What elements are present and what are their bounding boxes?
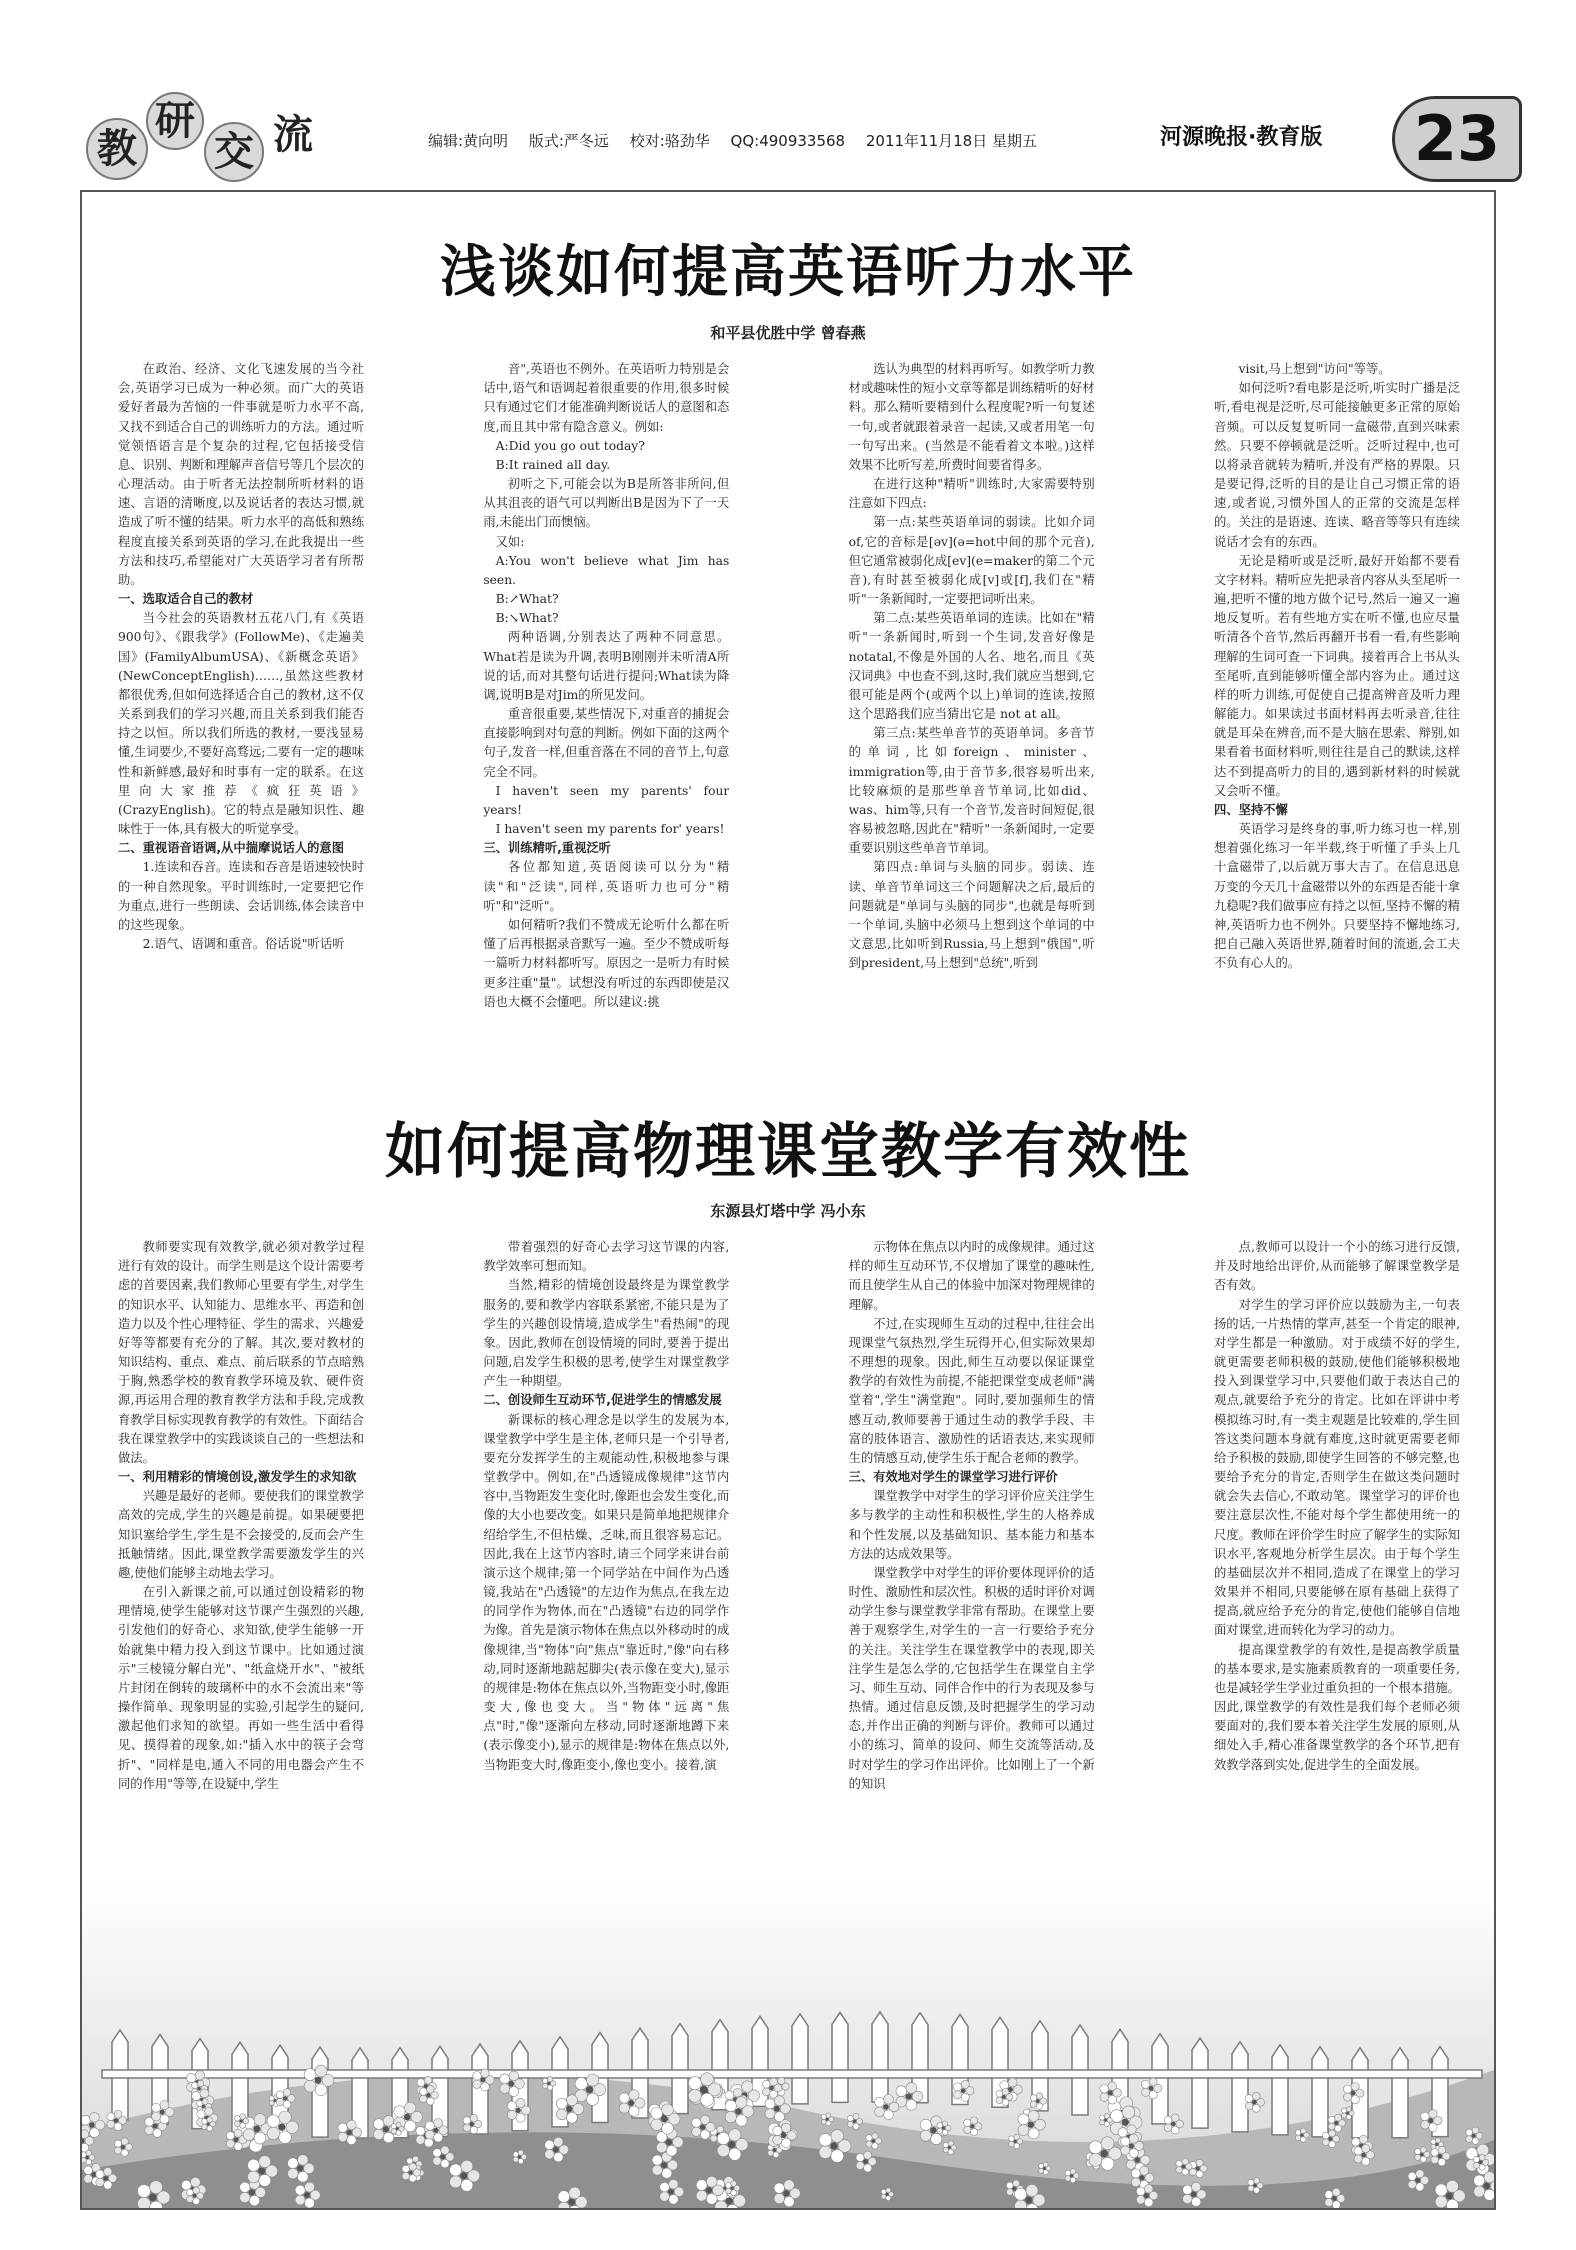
section-heading: 一、利用精彩的情境创设,激发学生的求知欲 (118, 1470, 357, 1485)
fence-picket (832, 2012, 848, 2102)
page-number: 23 (1392, 96, 1522, 182)
fence-picket (1272, 2045, 1288, 2135)
paragraph: 课堂教学中对学生的学习评价应关注学生多与教学的主动性和积极性,学生的人格养成和个性发展,以及基础知识、基本能力和基本方法的达成效果等。 (848, 1489, 1095, 1561)
paragraph: 点,教师可以设计一个小的练习进行反馈,并及时地给出评价,从而能够了解课堂教学是否有效。 (1213, 1240, 1460, 1293)
paragraph: 提高课堂教学的有效性,是提高教学质量的基本要求,是实施素质教育的一项重要任务,也是减轻学生学业过重负担的一个根本措施。因此,课堂教学的有效性是我们每个老师必须要面对的,我们要本着关注学生发展的原则,从细处入手,精心准备课堂教学的各个环节,把有效教学落到实处,促进学生的全面发展。 (1213, 1642, 1460, 1772)
paragraph: 如何精听?我们不赞成无论听什么都在听懂了后再根据录音默写一遍。至少不赞成听每一篇听力材料都听写。原因之一是听力有时候更多注重"量"。试想没有听过的东西即使是汉语也大概不会懂吧。所以建议:挑 (483, 917, 730, 1009)
paragraph: 示物体在焦点以内时的成像规律。通过这样的师生互动环节,不仅增加了课堂的趣味性,而且使学生从自己的体验中加深对物理规律的理解。 (848, 1240, 1095, 1312)
paragraph: 各位都知道,英语阅读可以分为"精读"和"泛读",同样,英语听力也可分"精听"和"泛听"。 (483, 860, 730, 913)
article1-column (1214, 360, 1460, 1056)
fence-picket (672, 2024, 688, 2114)
paragraph: 在引入新课之前,可以通过创设精彩的物理情境,使学生能够对这节课产生强烈的兴趣,引发他们的好奇心、求知欲,使学生能够一开始就集中精力投入到这节课中。比如通过演示"三棱镜分解白光"、"纸盒烧开水"、"被纸片封闭在倒转的玻璃杯中的水不会流出来"等操作简单、现象明显的实验,引起学生的疑问,激起他们求知的欲望。再如一些生活中看得见、摸得着的现象,如:"插入水中的筷子会弯折"、"同样是电,通入不同的用电器会产生不同的作用"等等,在设疑中,学生 (118, 1585, 364, 1791)
paragraph: 第三点:某些单音节的英语单词。多音节的单词,比如foreign、minister、immigration等,由于音节多,很容易听出来,比较麻烦的是那些单音节单词,比如did、was、him等,只有一个音节,发音时间短促,很容易被忽略,因此在"精听"一条新闻时,一定要重要识别这些单音节单词。 (848, 726, 1095, 856)
paragraph: 英语学习是终身的事,听力练习也一样,别想着强化练习一年半载,终于听懂了手头上几十盒磁带了,以后就万事大吉了。在信息迅息万变的今天几十盒磁带以外的东西是否能十拿九稳呢?我们做事应有持之以恒,坚持不懈的精神,英语听力也不例外。只要坚持不懈地练习,把自己融入英语世界,随着时间的流逝,会工夫不负有心人的。 (1213, 822, 1460, 971)
paragraph: 如何泛听?看电影是泛听,听实时广播是泛听,看电视是泛听,尽可能接触更多正常的原始音频。可以反复复听同一盒磁带,直到兴味索然。只要不停顿就是泛听。泛听过程中,也可以将录音就转为精听,并没有严格的界限。只是要记得,泛听的目的是让自己习惯正常的语速,或者说,习惯外国人的正常的交流是怎样的。关注的是语速、连读、略音等等只有连续说话才会有的东西。 (1213, 381, 1460, 549)
article2-column (849, 1238, 1095, 1868)
section-heading: 二、重视语音语调,从中揣摩说话人的意图 (118, 841, 345, 856)
paragraph: 2.语气、语调和重音。俗话说"听话听 (142, 937, 345, 952)
section-heading: 三、训练精听,重视泛听 (483, 841, 611, 856)
paragraph: 第四点:单词与头脑的同步。弱读、连读、单音节单词这三个问题解决之后,最后的问题就是"单词与头脑的同步",也就是每听到一个单词,头脑中必须马上想到这个单词的中文意思,比如听到Russia,马上想到"俄国",听到president,马上想到"总统",听到 (848, 860, 1095, 971)
article2-column (483, 1238, 729, 1868)
paragraph: 不过,在实现师生互动的过程中,往往会出现课堂气氛热烈,学生玩得开心,但实际效果却不理想的现象。因此,师生互动要以保证课堂教学的有效性为前提,不能把课堂变成老师"满堂着",学生"满堂跑"。同时,要加强师生的情感互动,教师要善于通过生动的教学手段、丰富的肢体语言、激励性的话语表达,来实现师生的情感互动,使学生乐于配合老师的教学。 (848, 1316, 1095, 1465)
section-char: 研 (146, 92, 204, 150)
proof-credit: 校对:骆劲华 (629, 132, 710, 150)
article1-title: 浅谈如何提高英语听力水平 (440, 240, 1136, 305)
paragraph: 1.连读和吞音。连读和吞音是语速较快时的一种自然现象。平时训练时,一定要把它作为重点,进行一些朗读、会话训练,体会读音中的这些现象。 (118, 860, 364, 932)
paragraph: 第一点:某些英语单词的弱读。比如介词of,它的音标是[əv](ə=hot中间的那个元音),但它通常被弱化成[ev](e=maker的第二个元音),有时甚至被弱化成[v]或[f],我们在"精听"一条新闻时,一定要把词听出来。 (848, 515, 1095, 607)
paragraph: 当然,精彩的情境创设最终是为课堂教学服务的,要和教学内容联系紧密,不能只是为了学生的兴趣创设情境,造成学生"看热闹"的现象。因此,教师在创设情境的同时,要善于提出问题,启发学生积极的思考,使学生对课堂教学产生一种期望。 (483, 1278, 730, 1389)
paragraph: 初听之下,可能会以为B是所答非所问,但从其沮丧的语气可以判断出B是因为下了一天雨,未能出门而懊恼。 (483, 477, 730, 530)
paragraph: B:↘What? (495, 611, 559, 626)
section-heading: 三、有效地对学生的课堂学习进行评价 (848, 1470, 1058, 1485)
paragraph: A:Did you go out today? (495, 438, 645, 453)
section-heading: 一、选取适合自己的教材 (118, 592, 254, 607)
qq-contact: QQ:490933568 (730, 132, 846, 150)
paragraph: 音",英语也不例外。在英语听力特别是会话中,语气和语调起着很重要的作用,很多时候只有通过它们才能准确判断说话人的意图和态度,而且其中常有隐含意义。例如: (483, 362, 730, 434)
header-credits (428, 130, 1053, 151)
section-char: 交 (204, 122, 264, 182)
article2-title: 如何提高物理课堂教学有效性 (385, 1117, 1191, 1187)
article1-column (118, 360, 364, 1056)
paragraph: 在政治、经济、文化飞速发展的当今社会,英语学习已成为一种必须。而广大的英语爱好者最为苦恼的一件事就是听力水平不高,又找不到适合自己的训练听力的方法。通过听觉领悟语言是个复杂的过程,它包括接受信息、识别、判断和理解声音信号等几个层次的心理活动。由于听者无法控制所听材料的语速、言语的清晰度,以及说话者的表达习惯,就造成了听不懂的结果。听力水平的高低和熟练程度直接关系到英语的学习,在此我提出一些方法和技巧,希望能对广大英语学习者有所帮助。 (118, 362, 364, 587)
article1-body (118, 360, 1460, 1056)
article2-body (118, 1238, 1460, 1868)
paragraph: A:You won't believe what Jim has seen. (483, 553, 730, 587)
paragraph: 选认为典型的材料再听写。如教学听力教材或趣味性的短小文章等都是训练精听的好材料。那么精听要精到什么程度呢?听一句复述一句,或者就跟着录音一起读,又或者用笔一句一句写出来。(当然是不能看着文本啦。)这样效果不比听写差,所费时间要省得多。 (848, 362, 1095, 472)
paragraph: 第二点:某些英语单词的连读。比如在"精听"一条新闻时,听到一个生词,发音好像是notatal,不像是外国的人名、地名,而且《英汉词典》中也查不到,这时,我们就应当想到,它很可能是两个(或两个以上)单词的连读,按照这个思路我们应当猜出它是 not at all。 (848, 611, 1095, 722)
garden-fence-flowers-illustration (82, 1880, 1494, 2208)
paragraph: visit,马上想到"访问"等等。 (1238, 362, 1391, 376)
fence-picket (1192, 2038, 1208, 2128)
paragraph: 兴趣是最好的老师。要使我们的课堂教学高效的完成,学生的兴趣是前提。如果硬要把知识塞给学生,学生是不会接受的,反而会产生抵触情绪。因此,课堂教学需要激发学生的兴趣,使他们能够主动地去学习。 (118, 1489, 364, 1580)
paragraph: I haven't seen my parents for' years! (495, 822, 725, 837)
paragraph: 带着强烈的好奇心去学习这节课的内容,教学效率可想而知。 (483, 1240, 730, 1274)
fence-picket (872, 2012, 888, 2102)
article2-column (118, 1238, 364, 1868)
section-char: 教 (86, 118, 148, 180)
paragraph: 课堂教学中对学生的评价要体现评价的适时性、激励性和层次性。积极的适时评价对调动学生参与课堂教学非常有帮助。在课堂上要善于观察学生,对学生的一言一行要给予充分的关注。关注学生在课堂教学中的表现,即关注学生是怎么学的,它包括学生在课堂自主学习、师生互动、同伴合作中的行为表现及参与热情。通过信息反馈,及时把握学生的学习动态,并作出正确的判断与评价。教师可以通过小的练习、简单的设问、师生交流等活动,及时对学生的学习作出评价。比如刚上了一个新的知识 (848, 1565, 1095, 1791)
layout-credit: 版式:严冬远 (528, 132, 609, 150)
paragraph: 重音很重要,某些情况下,对重音的捕捉会直接影响到对句意的判断。例如下面的这两个句子,发音一样,但重音落在不同的音节上,句意完全不同。 (483, 707, 730, 779)
paragraph: 在进行这种"精听"训练时,大家需要特别注意如下四点: (848, 477, 1095, 511)
fence-picket (1312, 2047, 1328, 2137)
paragraph: B:It rained all day. (495, 457, 611, 472)
paragraph: 无论是精听或是泛听,最好开始都不要看文字材料。精听应先把录音内容从头至尾听一遍,把听不懂的地方做个记号,然后一遍又一遍地反复听。若有些地方实在听不懂,也应尽量听清各个音节,然后再翻开书看一看,有些影响理解的生词可查一下词典。接着再合上书从头至尾听,直到能够听懂全部内容为止。通过这样的听力训练,可促使自己提高辨音及听力理解能力。如果读过书面材料再去听录音,往往就是耳朵在辨音,而不是大脑在思索、辩别,如果看着书面材料听,则往往是自己的默读,这样达不到提高听力的目的,遇到新材料的时候就又会听不懂。 (1213, 553, 1460, 798)
editor-credit: 编辑:黄向明 (428, 132, 509, 150)
article1-column (483, 360, 729, 1056)
paragraph: I haven't seen my parents' four years! (483, 783, 730, 817)
section-heading: 四、坚持不懈 (1213, 802, 1288, 817)
article2-byline: 东源县灯塔中学 冯小东 (710, 1202, 866, 1220)
section-heading: 二、创设师生互动环节,促进学生的情感发展 (483, 1393, 722, 1408)
paragraph: 新课标的核心理念是以学生的发展为本,课堂教学中学生是主体,老师只是一个引导者,要充分发挥学生的主观能动性,积极地参与课堂教学中。例如,在"凸透镜成像规律"这节内容中,当物距发生变化时,像距也会发生变化,而像的大小也要改变。如果只是简单地把规律介绍给学生,不但枯燥、乏味,而且很容易忘记。因此,我在上这节内容时,请三个同学来讲台前演示这个规律;第一个同学站在中间作为凸透镜,我站在"凸透镜"的左边作为焦点,在我左边的同学作为物体,而在"凸透镜"右边的同学作为像。首先是演示物体在焦点以外移动时的成像规律,当"物体"向"焦点"靠近时,"像"向右移动,同时逐渐地踮起脚尖(表示像在变大),显示的规律是:物体在焦点以外,当物距变小时,像距变大,像也变大。当"物体"远离"焦点"时,"像"逐渐向左移动,同时逐渐地蹲下来(表示像变小),显示的规律是:物体在焦点以外,当物距变大时,像距变小,像也变小。接着,演 (483, 1412, 730, 1772)
page-header (0, 0, 1576, 190)
paragraph: 两种语调,分别表达了两种不同意思。What若是读为升调,表明B刚刚并未听清A所说的话,而对其整句话进行提问;What读为降调,说明B是对Jim的所见发问。 (483, 630, 730, 702)
fence-picket (1232, 2042, 1248, 2132)
section-logo (86, 92, 346, 182)
fence-picket (1392, 2048, 1408, 2138)
paper-name: 河源晚报·教育版 (1160, 125, 1323, 150)
paragraph: 教师要实现有效教学,就必须对教学过程进行有效的设计。而学生则是这个设计需要考虑的首要因素,我们教师心里要有学生,对学生的知识水平、认知能力、思维水平、再造和创造力以及个性心理特征、学生的需求、兴趣爱好等等都要有充分的了解。其次,要对教材的知识结构、重点、难点、前后联系的节点暗熟于胸,熟悉学校的教育教学环境及软、硬件资源,再运用合理的教育教学方法和手段,完成教育教学目标实现教育教学的有效性。下面结合我在课堂教学中的实践谈谈自己的一些想法和做法。 (118, 1240, 364, 1465)
paragraph: 对学生的学习评价应以鼓励为主,一句表扬的话,一片热情的掌声,甚至一个肯定的眼神,对学生都是一种激励。对于成绩不好的学生,就更需要老师积极的鼓励,使他们能够积极地投入到课堂学习中,只要他们敢于表达自己的观点,就要给予充分的肯定。比如在评讲中考模拟练习时,有一类主观题是比较难的,学生回答这类问题本身就有难度,这时就更需要老师给予积极的鼓励,即使学生回答的不够完整,也要给予充分的肯定,否则学生在做这类问题时就会失去信心,不敢动笔。课堂学习的评价也要注意层次性,不能对每个学生都使用统一的尺度。教师在评价学生时应了解学生的实际知识水平,客观地分析学生层次。由于每个学生的基础层次并不相同,造成了在课堂上的学习效果并不相同,只要能够在原有基础上获得了提高,就应给予充分的肯定,使他们能够自信地面对课堂,进而转化为学习的动力。 (1213, 1297, 1460, 1638)
paragraph: 又如: (495, 534, 525, 549)
article2-column (1214, 1238, 1460, 1868)
issue-date: 2011年11月18日 星期五 (865, 132, 1037, 150)
fence-picket (792, 2014, 808, 2104)
paragraph: 当今社会的英语教材五花八门,有《英语900句》、《跟我学》(FollowMe)、《走遍美国》(FamilyAlbumUSA)、《新概念英语》(NewConceptEnglish)……,虽然这些教材都很优秀,但如何选择适合自己的教材,这不仅关系到我们的学习兴趣,而且关系到我们能否持之以恒。所以我们所选的教材,一要浅显易懂,生词要少,不要好高骛远;二要有一定的趣味性和新鲜感,最好和时事有一定的联系。在这里向大家推荐《疯狂英语》(CrazyEnglish)。它的特点是融知识性、趣味性于一体,具有极大的听觉享受。 (118, 611, 364, 837)
article1-column (849, 360, 1095, 1056)
paragraph: B:↗What? (495, 592, 559, 607)
article1-byline: 和平县优胜中学 曾春燕 (710, 324, 866, 342)
section-char: 流 (273, 112, 313, 158)
